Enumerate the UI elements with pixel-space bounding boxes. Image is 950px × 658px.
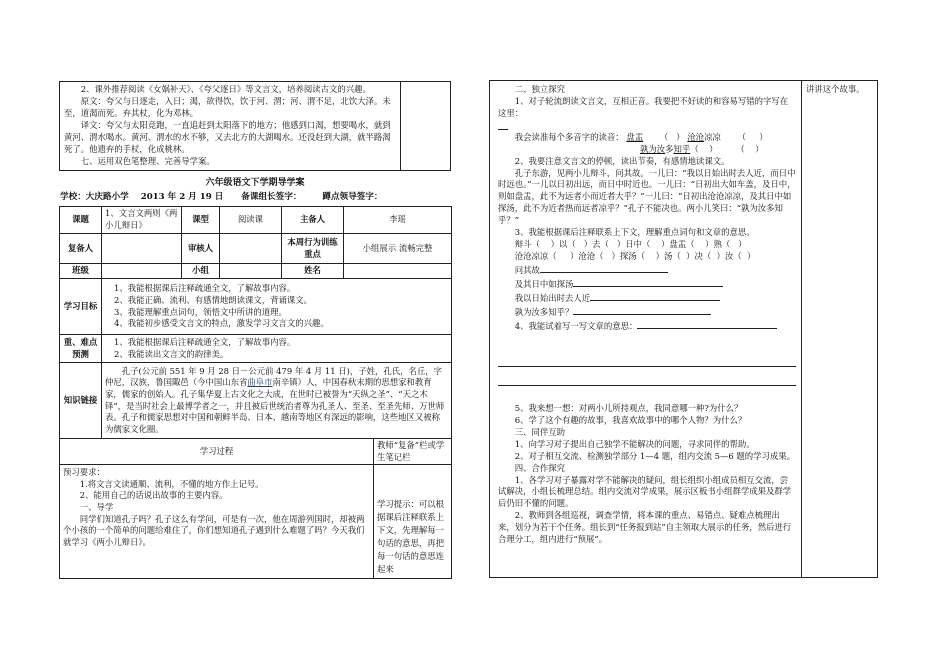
- knowledge-text-a: 孔子(公元前 551 年 9 月 28 日－公元前 479 年 4 月 11 日)，子姓，孔氏，名丘，字仲尼，汉族，鲁国陬邑（今中国山东省: [105, 365, 442, 388]
- goal-item: 3、我能理解重点词句，领悟文中所讲的道理。: [114, 306, 287, 317]
- right-page-box: [489, 80, 878, 578]
- reviewer-label: 复备人: [60, 234, 102, 264]
- sentence-3: 孰为汝多知乎？: [498, 305, 796, 319]
- top-continuation-box: [59, 81, 451, 171]
- poly-word-3: 孰为: [640, 143, 657, 154]
- intro-title: 一、导学: [79, 501, 114, 512]
- checker-label: 审核人: [182, 234, 220, 264]
- author-label: 主备人: [282, 207, 344, 234]
- goals-label: 学习目标: [60, 279, 102, 335]
- qufu-link[interactable]: 曲阜市: [247, 377, 273, 388]
- type-label: 课型: [182, 207, 220, 234]
- preview-item: 2、能用自己的话说出故事的主要内容。: [79, 490, 228, 501]
- q5-text: 5、我来想一想：对两小儿所持观点，我同意哪一种?为什么？: [514, 403, 743, 413]
- word-row-3: 问其故: [498, 263, 796, 277]
- poly-word-1: 盘盂: [626, 131, 644, 142]
- preview-item: 1.将文言文读通顺、流利，不懂的地方作上记号。: [79, 478, 264, 489]
- type-value: 阅读课: [220, 207, 282, 234]
- top-paragraph-1: 2、课外推荐阅读《女娲补天》、《夸父逐日》等文言文，培养阅读古文的兴趣。: [80, 84, 371, 94]
- c1-text: 1、各学习对子暴露对学不能解决的疑问，组长组织小组成员相互交流，尝试解决，小组长梳理总结。组内交流对学成果，展示区板书小组群学成果及群学后仍旧不懂的问题。: [498, 474, 792, 509]
- h2-text: 2、对子相互交流、检测独学部分 1—4 题，组内交流 5—6 题的学习成果。: [514, 450, 795, 461]
- section-2-title: 二、独立探究: [514, 84, 566, 94]
- plan-body-table: [59, 278, 452, 439]
- plan-header-table: [59, 206, 452, 279]
- goal-item: 2、我能正确、流利、有感情地朗读课文，背诵课文。: [114, 294, 312, 305]
- poly-word-2: 沧沧: [687, 131, 705, 142]
- poly-word-3-tail: 知乎: [673, 143, 691, 154]
- checker-value: [220, 234, 282, 264]
- poly-label: 我会读准每个多音字的读音：: [514, 131, 624, 142]
- q3-text: 3、我能根据课后注释联系上下文，理解重点词句和文章的意思。: [514, 227, 755, 238]
- focus-label: 本周行为训练重点: [282, 234, 344, 264]
- key-item: 1、我能根据课后注释疏通全文，了解故事内容。: [114, 336, 296, 347]
- answer-line: [498, 366, 796, 367]
- note-label: 教师“复备”栏或学生笔记栏: [374, 439, 452, 465]
- plan-meta: 学校：大庆路小学 2013 年 2 月 19 日 备课组长签字： 蹲点领导签字：: [60, 192, 383, 202]
- poly-word-2-rest: 凉凉: [704, 131, 721, 142]
- key-item: 2、我能读出文言文的韵律美。: [114, 348, 229, 359]
- class-value: [102, 264, 182, 279]
- lesson-label: 课题: [60, 207, 102, 234]
- focus-value: 小组展示 流畅完整: [344, 234, 452, 264]
- intro-text: 同学们知道孔子吗？孔子这么有学问，可是有一次，他在周游列国时，却被两个小孩的一个简单的问题给难住了，你们想知道孔子遇到什么难题了吗？今天我们就学习《两小儿辩日》。: [63, 513, 365, 547]
- lesson-value: 1、文言文两则《两小儿辩日》: [102, 207, 182, 234]
- group-label: 小组: [182, 264, 220, 279]
- name-label: 姓名: [282, 264, 344, 279]
- right-note: 讲讲这个故事。: [806, 84, 865, 94]
- name-value: [344, 264, 452, 279]
- goal-item: 1、我能根据课后注释疏通全文，了解故事内容。: [114, 283, 296, 294]
- tip-text: 学习提示：可以根据课后注释联系上下文，先理解每一句话的意思，再把每一句话的意思连起来: [377, 499, 444, 575]
- q6-text: 6、学了这个有趣的故事，我喜欢故事中的哪个人物？为什么？: [514, 414, 747, 425]
- knowledge-text-b: 南辛镇）人，中国春秋末期的思想家和教育家，儒家的创始人。孔子集华夏上古文化之大成，在世时已被誉为“天纵之圣”、“天之木铎”，是当时社会上最博学者之一，并且被后世统治者尊为孔圣人、至圣、至圣先师、万世师表。孔子和儒家思想对中国和朝鲜半岛、日本、越南等地区有深远的影响，这些地区又被称为儒家文化圈。: [105, 377, 445, 434]
- answer-line: [498, 385, 796, 386]
- q1-text: 1、对子轮流朗读文言文，互相正音。我要把不好读的和容易写错的字写在这里：: [498, 95, 789, 118]
- poly-word-3-rest: 多: [665, 143, 674, 154]
- top-paragraph-3: 译文：夸父与太阳竞跑，一直追赶到太阳落下的地方；他感到口渴，想要喝水，就到黄河、渭水喝水。黄河、渭水的水不够，又去北方的大湖喝水。还没赶到大湖，就半路渴死了。他遗弃的手杖，化成桃林。: [64, 119, 391, 154]
- h1-text: 1、向学习对子提出自己独学不能解决的问题，寻求同伴的帮助。: [514, 438, 755, 449]
- q2-text: 2、我要注意文言文的停顿，读出节奏，有感情地读课文。: [514, 155, 730, 166]
- author-value: 李瑶: [344, 207, 452, 234]
- goal-item: 4、我能初步感受文言文的特点，激发学习文言文的兴趣。: [114, 318, 329, 329]
- section-4-title: 四、合作探究: [514, 462, 566, 473]
- class-label: 班级: [60, 264, 102, 279]
- knowledge-text: [105, 366, 448, 436]
- passage-text: 孔子东游，见两小儿辩斗，问其故。一儿曰：“我以日始出时去人近，而日中时远也。”一儿以日初出远，而日中时近也。一儿曰：“日初出大如车盖，及日中，则如盘盂，此不为远者小而近者大乎？”一儿曰：“日初出沧沧凉凉，及其日中如探汤，此不为近者热而远者凉乎？”孔子不能决也。两小儿笑曰：“孰为汝多知乎？”: [498, 167, 796, 226]
- group-value: [220, 264, 282, 279]
- top-paragraph-4: 七、运用双色笔整理、完善导学案。: [80, 155, 215, 166]
- word-row-1: 辩斗（ ）以（ ）去（ ）日中（ ）盘盂（ ）熟（ ）: [514, 239, 747, 250]
- c2-text: 2、教师到各组巡视，调查学情，将本课的重点、易错点、疑难点梳理出来，划分为若干个任务。组长到“任务报到站”自主领取大展示的任务，然后进行合理分工，组内进行“预展”。: [498, 510, 792, 545]
- reviewer-value: [102, 234, 182, 264]
- sentence-2: 我以日始出时去人近: [498, 291, 796, 305]
- q1-blank: [498, 120, 796, 132]
- poly-word-3b: 汝: [656, 143, 666, 154]
- q4-text: 4、我能试着写一写文章的意思：: [498, 319, 796, 333]
- process-label: 学习过程: [60, 439, 374, 465]
- knowledge-label: 知识链接: [60, 363, 102, 439]
- section-3-title: 三、同伴互助: [514, 426, 566, 437]
- keys-label: 重、难点预测: [60, 335, 102, 363]
- sentence-1: 及其日中如探汤: [498, 277, 796, 291]
- q1-poly: 我会读准每个多音字的读音： 盘盂 （ ） 沧沧凉凉 （ ）: [514, 131, 768, 142]
- process-table: [59, 438, 452, 579]
- top-paragraph-2: 原文：夸父与日逐走，入日；渴，欲得饮，饮于河、渭；河、渭不足，北饮大泽。未至，道渴而死。弃其杖，化为邓林。: [64, 95, 391, 118]
- q1-poly-2: 孰为汝多知乎（ ） （ ）: [640, 143, 764, 154]
- plan-title: 六年级语文下学期导学案: [205, 178, 305, 188]
- preview-title: 预习要求：: [63, 467, 105, 478]
- word-row-2: 沧沧凉凉（ ）沧沧（ ）探汤（ ）汤（ ）决（ ）汝（ ）: [514, 250, 756, 261]
